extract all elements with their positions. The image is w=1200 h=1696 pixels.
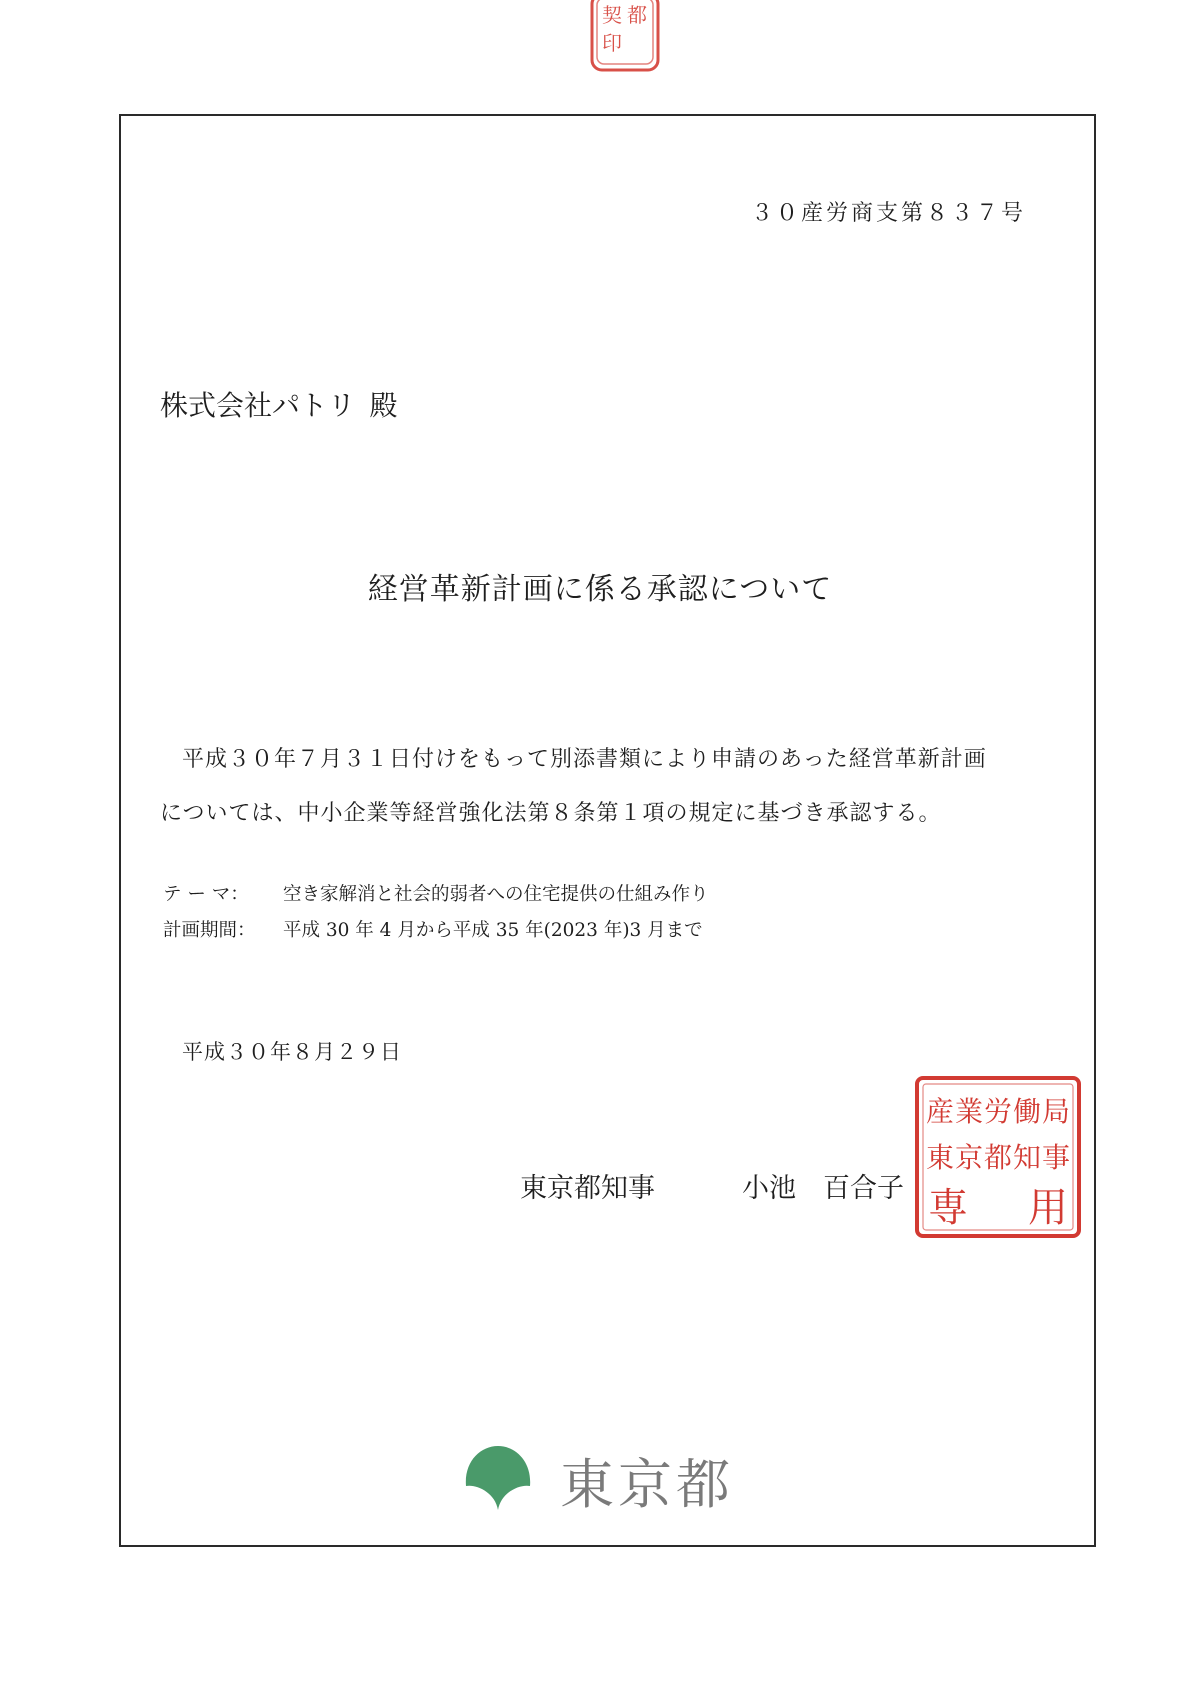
tokyo-ginkgo-logo-icon [462, 1440, 534, 1512]
period-value: 平成 30 年 4 月から平成 35 年(2023 年)3 月まで [283, 920, 703, 941]
body-text-line-2: については、中小企業等経営強化法第８条第１項の規定に基づき承認する。 [160, 801, 942, 826]
theme-label: テ ー マ： [163, 884, 249, 905]
seal-glyph: 東 [925, 1141, 955, 1174]
signer-title: 東京都知事 [520, 1173, 655, 1204]
period-label: 計画期間： [163, 920, 256, 941]
seal-glyph: 業 [954, 1095, 984, 1128]
body-text-line-1: 平成３０年７月３１日付けをもって別添書類により申請のあった経営革新計画 [182, 747, 987, 772]
logo-text: 東京都 [560, 1453, 734, 1516]
seal-glyph: 局 [1041, 1095, 1071, 1128]
theme-row [163, 880, 709, 906]
svg-text:契: 契 [602, 3, 622, 27]
seal-glyph: 産 [925, 1095, 955, 1128]
period-row [163, 916, 703, 942]
seal-glyph: 労 [983, 1095, 1013, 1128]
recipient [160, 384, 397, 424]
official-seal-stamp [914, 1075, 1082, 1239]
document-title: 経営革新計画に係る承認について [367, 572, 833, 607]
seal-glyph: 専 [928, 1185, 968, 1231]
seal-glyph: 用 [1028, 1185, 1068, 1231]
theme-value: 空き家解消と社会的弱者への住宅提供の仕組み作り [283, 884, 709, 905]
recipient-honorific: 殿 [369, 389, 398, 422]
seal-glyph: 知 [1012, 1141, 1042, 1174]
svg-text:印: 印 [602, 31, 622, 55]
recipient-name: 株式会社パトリ [160, 389, 356, 422]
seal-glyph: 都 [983, 1141, 1013, 1174]
issue-date: 平成３０年８月２９日 [182, 1040, 402, 1064]
document-border [119, 114, 1096, 1547]
seal-glyph: 京 [954, 1141, 984, 1174]
seal-glyph: 事 [1041, 1141, 1071, 1174]
top-seal-stamp [588, 0, 662, 76]
document-number: ３０産労商支第８３７号 [750, 201, 1026, 226]
seal-glyph: 働 [1012, 1095, 1042, 1128]
signer-name: 小池 百合子 [742, 1173, 904, 1204]
svg-text:都: 都 [627, 3, 647, 27]
